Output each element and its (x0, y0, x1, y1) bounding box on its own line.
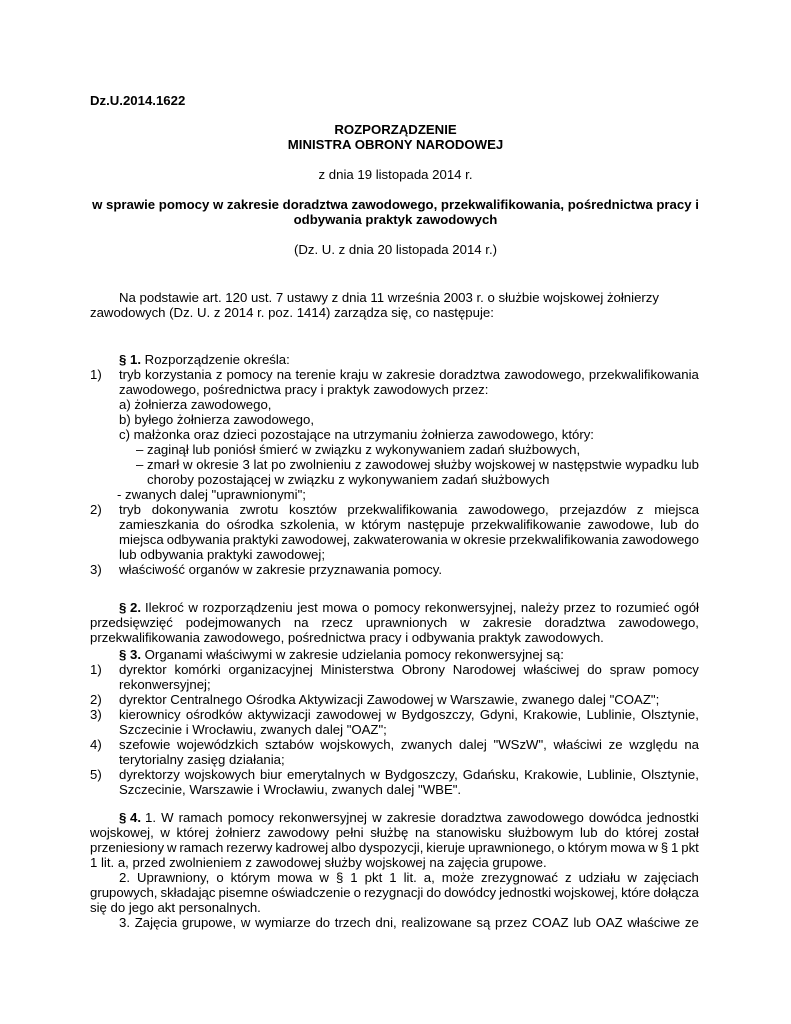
s3-item-2 (119, 692, 699, 707)
s1-item-3-number: 3) (90, 562, 102, 577)
s1-item-1 (119, 367, 699, 397)
s1-item-1-b: b) byłego żołnierza zawodowego, (119, 412, 314, 427)
s3-item-line: terytorialny zasięg działania; (119, 752, 285, 767)
section-1-mark: § 1. (119, 352, 141, 367)
section-3-heading (119, 647, 564, 662)
s3-item-4-number: 4) (90, 737, 102, 752)
s1-item-2-line: miejsca odbywania praktyki zawodowej, zakwaterowania w okresie przekwalifikowania zawodowego (119, 532, 699, 547)
document-date: z dnia 19 listopada 2014 r. (318, 167, 473, 182)
section-2-mark: § 2. (119, 600, 141, 615)
s3-item-line: dyrektor komórki organizacyjnej Ministerstwa Obrony Narodowej właściwej do spraw pomocy (119, 662, 699, 677)
s3-item-3 (119, 707, 699, 737)
section-2-line: przekwalifikowania zawodowego, pośrednictwa pracy i odbywania praktyk zawodowych. (90, 630, 604, 645)
s3-item-3-number: 3) (90, 707, 102, 722)
section-4-line: 1. W ramach pomocy rekonwersyjnej w zakresie doradztwa zawodowego dowódca jednostki (145, 810, 699, 825)
section-4-line: się do jego akt personalnych. (90, 900, 261, 915)
document-subject-line-2: odbywania praktyk zawodowych (293, 212, 498, 227)
section-4-first-line (90, 810, 699, 825)
s1-called-note: - zwanych dalej "uprawnionymi"; (117, 487, 306, 502)
s1-dash-2-line: choroby pozostającej w związku z wykonywaniem zadań służbowych (136, 472, 550, 487)
publication-note: (Dz. U. z dnia 20 listopada 2014 r.) (293, 242, 498, 257)
s3-item-line: szefowie wojewódzkich sztabów wojskowych, zwanych dalej "WSzW", właściwi ze względu na (119, 737, 699, 752)
section-4-line: 3. Zajęcia grupowe, w wymiarze do trzech dni, realizowane są przez COAZ lub OAZ właściwe ze (119, 915, 699, 930)
s3-item-5 (119, 767, 699, 797)
s3-item-line: rekonwersyjnej; (119, 677, 211, 692)
section-4-line: grupowych, składając pisemne oświadczenie o rezygnacji do dowódcy jednostki wojskowej, które dołącza (90, 885, 699, 900)
section-2-first-line (90, 600, 699, 615)
s3-item-line: dyrektor Centralnego Ośrodka Aktywizacji Zawodowej w Warszawie, zwanego dalej "COAZ"; (119, 692, 660, 707)
section-3-intro: Organami właściwymi w zakresie udzielania pomocy rekonwersyjnej są: (141, 647, 564, 662)
document-issuer: MINISTRA OBRONY NARODOWEJ (287, 137, 504, 152)
s1-item-1-a: a) żołnierza zawodowego, (119, 397, 272, 412)
s1-item-2-line: lub odbywania praktyki zawodowej; (119, 547, 325, 562)
document-title: ROZPORZĄDZENIE (334, 122, 457, 137)
s1-item-2-line: zamieszkania do ośrodka szkolenia, w którym następuje przekwalifikowanie zawodowe, lub do (119, 517, 699, 532)
s3-item-line: Szczecinie, Warszawie i Wrocławiu, zwanych dalej "WBE". (119, 782, 462, 797)
s3-item-line: dyrektorzy wojskowych biur emerytalnych w Bydgoszczy, Gdańsku, Krakowie, Lublinie, Olsztynie, (119, 767, 699, 782)
section-4-line: przeniesiony w ramach rezerwy kadrowej albo dyspozycji, kieruje uprawnionego, o którym mowa w § 1 pkt (90, 840, 699, 855)
s1-dash-2-line: – zmarł w okresie 3 lat po zwolnieniu z zawodowej służby wojskowej w następstwie wypadku lub (136, 457, 699, 472)
section-4-line: 2. Uprawniony, o którym mowa w § 1 pkt 1 lit. a, może zrezygnować z udziału w zajęciach (119, 870, 699, 885)
s1-item-2-number: 2) (90, 502, 102, 517)
document-subject-line-1: w sprawie pomocy w zakresie doradztwa zawodowego, przekwalifikowania, pośrednictwa pracy i (92, 197, 699, 212)
s1-item-2-line: tryb dokonywania zwrotu kosztów przekwalifikowania zawodowego, przejazdów z miejsca (119, 502, 699, 517)
section-2 (90, 600, 699, 645)
s1-item-2 (119, 502, 699, 562)
s3-item-5-number: 5) (90, 767, 102, 782)
s3-item-2-number: 2) (90, 692, 102, 707)
section-2-line: Ilekroć w rozporządzeniu jest mowa o pomocy rekonwersyjnej, należy przez to rozumieć ogół (145, 600, 699, 615)
preamble (90, 290, 699, 320)
s1-item-1-number: 1) (90, 367, 102, 382)
section-4-mark: § 4. (119, 810, 141, 825)
section-3-mark: § 3. (119, 647, 141, 662)
s1-item-1-c-dash-1: – zaginął lub poniósł śmierć w związku z wykonywaniem zadań służbowych, (136, 442, 581, 457)
section-1-intro: Rozporządzenie określa: (141, 352, 290, 367)
s1-item-1-c-dash-2 (136, 457, 699, 487)
document-reference: Dz.U.2014.1622 (90, 93, 186, 108)
s1-item-1-line: zawodowego, pośrednictwa pracy i praktyk zawodowych przez: (119, 382, 489, 397)
s3-item-1-number: 1) (90, 662, 102, 677)
section-4 (90, 810, 699, 930)
section-4-line: wojskowej, w której żołnierz zawodowy pełni służbę na stanowisku służbowym lub do której został (90, 825, 699, 840)
section-2-line: przedsięwzięć podejmowanych na rzecz uprawnionych w zakresie doradztwa zawodowego, (90, 615, 699, 630)
section-4-line: 1 lit. a, przed zwolnieniem z zawodowej służby wojskowej na zajęcia grupowe. (90, 855, 547, 870)
section-1-heading (119, 352, 290, 367)
s3-item-line: Szczecinie i Wrocławiu, zwanych dalej "OAZ"; (119, 722, 387, 737)
s1-item-1-c: c) małżonka oraz dzieci pozostające na utrzymaniu żołnierza zawodowego, który: (119, 427, 594, 442)
s3-item-4 (119, 737, 699, 767)
s3-item-1 (119, 662, 699, 692)
preamble-line: Na podstawie art. 120 ust. 7 ustawy z dnia 11 września 2003 r. o służbie wojskowej żołnierzy (119, 290, 659, 305)
s3-item-line: kierownicy ośrodków aktywizacji zawodowej w Bydgoszczy, Gdyni, Krakowie, Lublinie, Olsztynie, (119, 707, 699, 722)
s1-item-3: właściwość organów w zakresie przyznawania pomocy. (119, 562, 442, 577)
preamble-line: zawodowych (Dz. U. z 2014 r. poz. 1414) zarządza się, co następuje: (90, 305, 494, 320)
s1-item-1-line: tryb korzystania z pomocy na terenie kraju w zakresie doradztwa zawodowego, przekwalifikowania (119, 367, 699, 382)
